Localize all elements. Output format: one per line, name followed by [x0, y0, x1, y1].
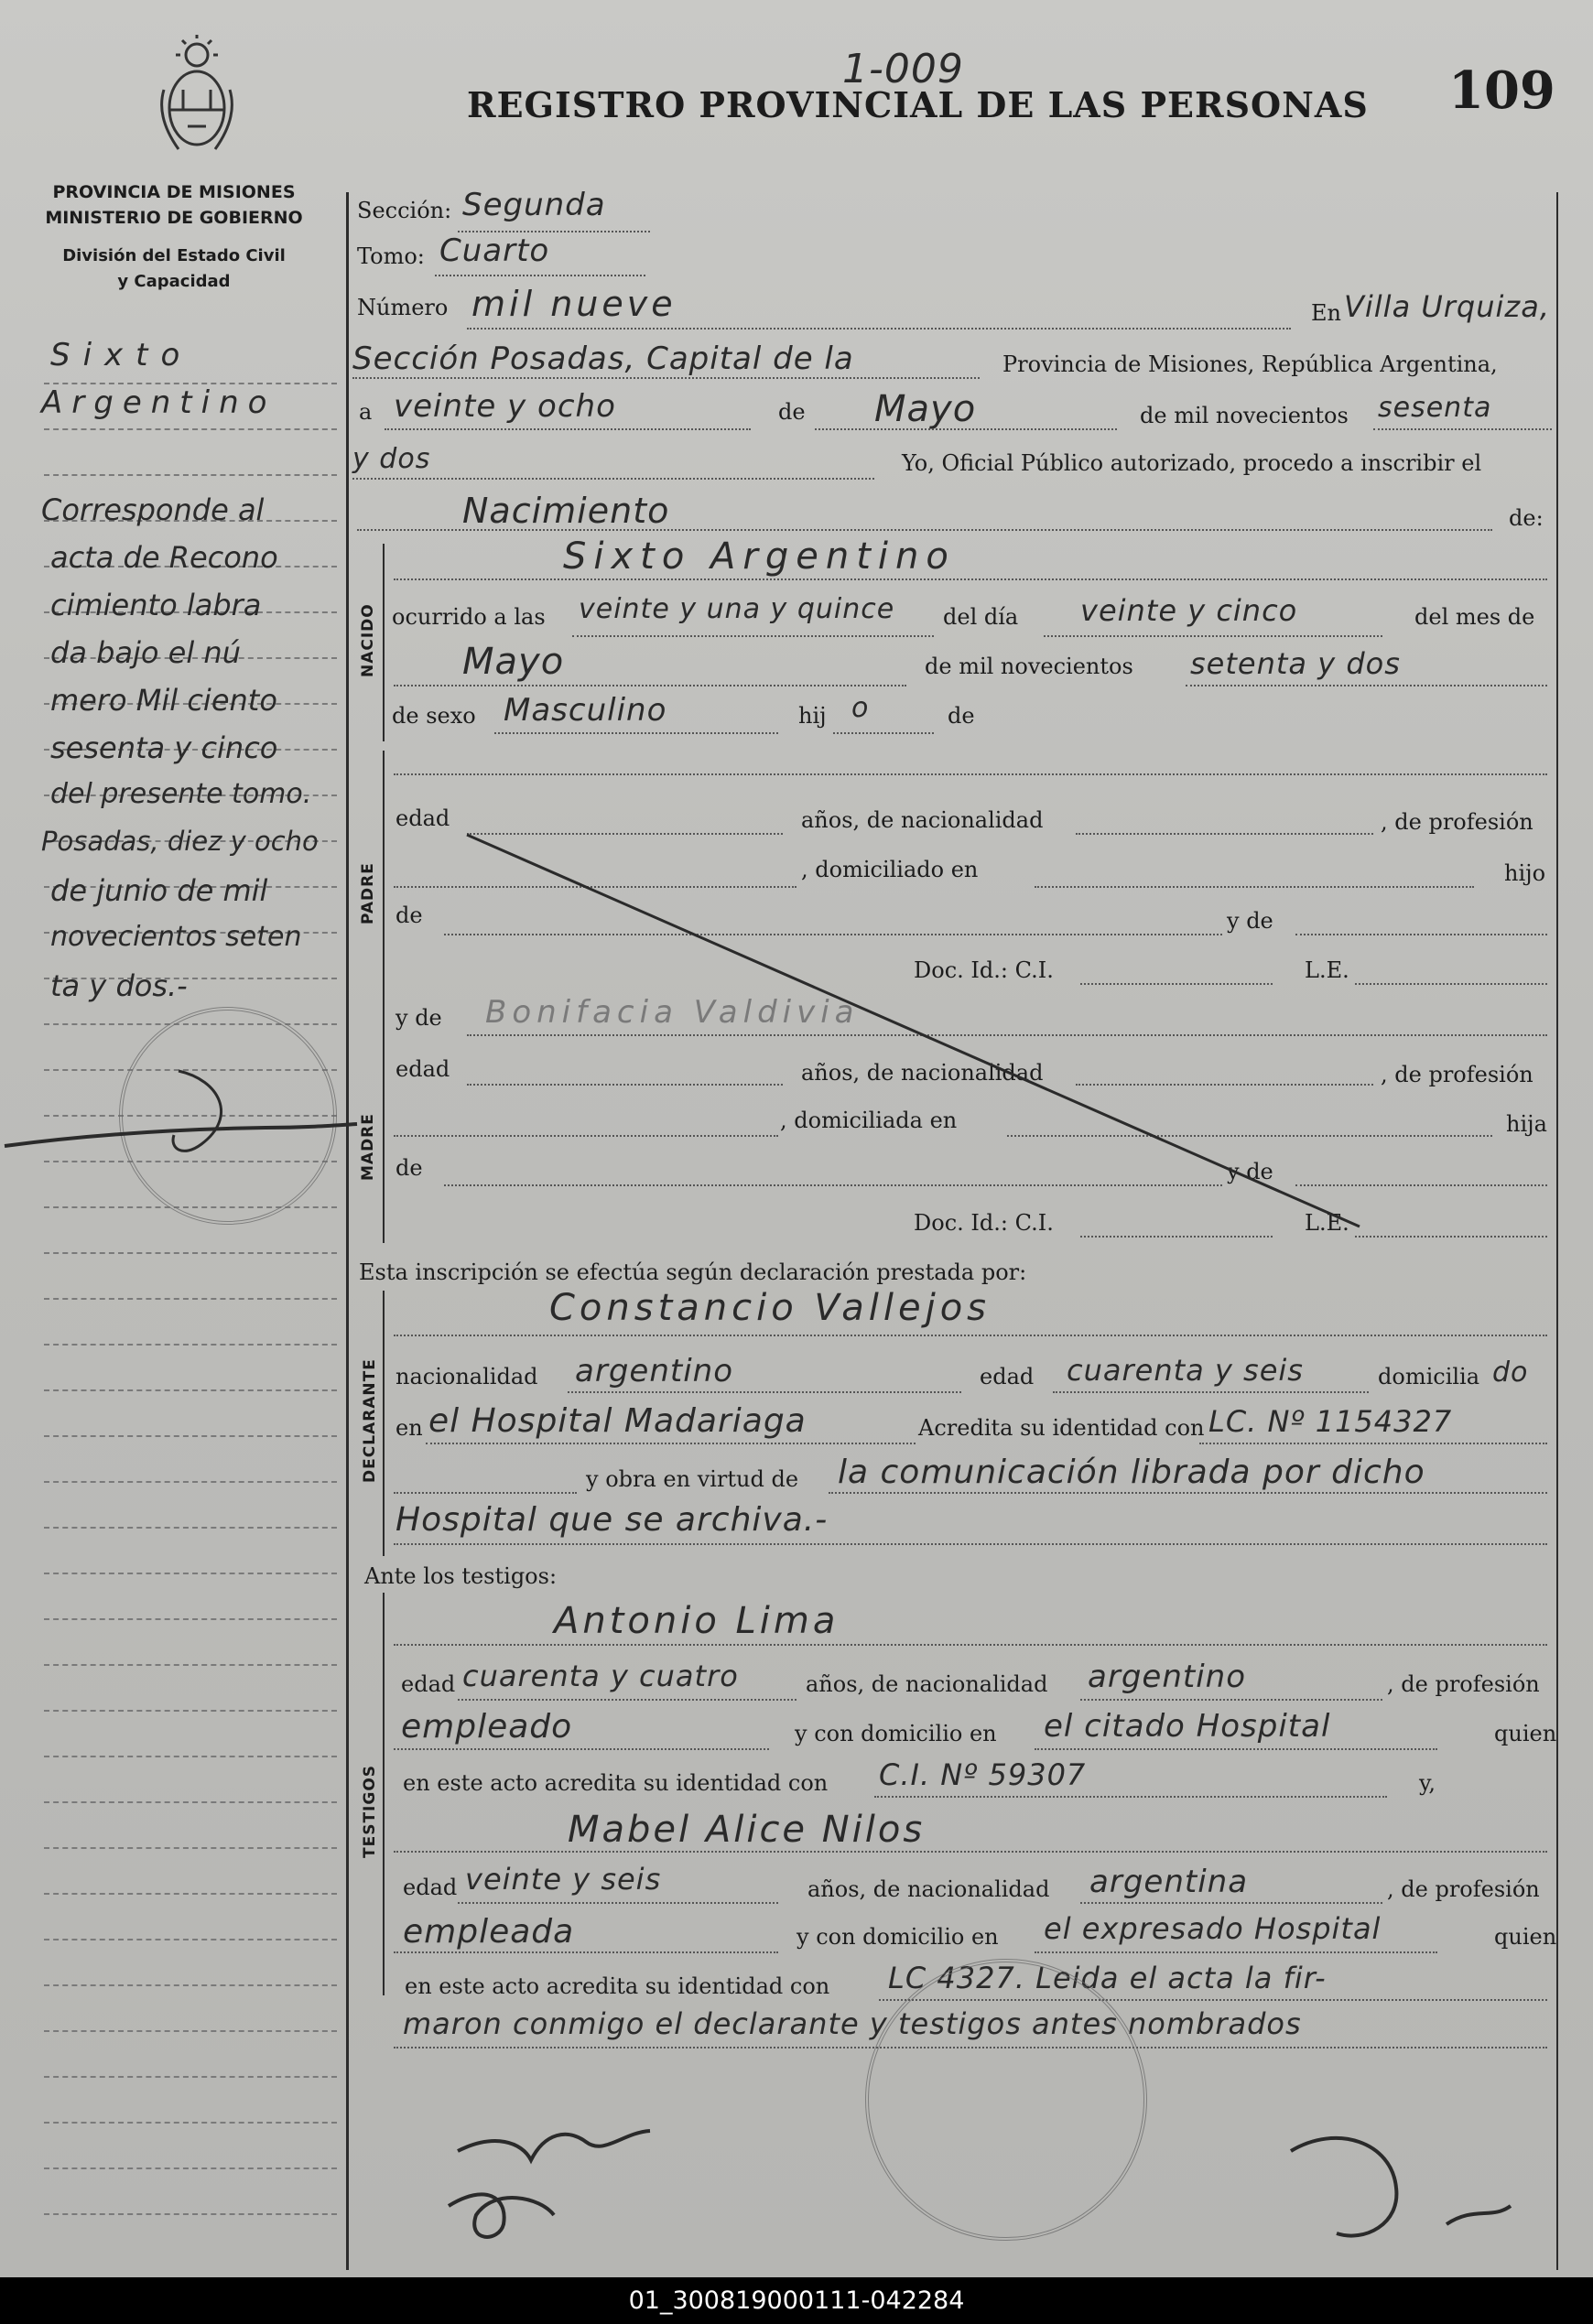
testigo1-y-label: y, [1419, 1770, 1436, 1796]
testigo2-edad-label: edad [403, 1875, 458, 1900]
hij-suffix: o [851, 692, 870, 724]
nacido-mil-label: de mil novecientos [925, 654, 1133, 679]
cierre-texto: maron conmigo el declarante y testigos antes nombrados [403, 2006, 1302, 2041]
padre-profesion-label: , de profesión [1381, 809, 1533, 835]
sexo-label: de sexo [392, 703, 476, 729]
declarante-obra-label: y obra en virtud de [586, 1466, 799, 1492]
acto-value: Nacimiento [462, 491, 670, 531]
division-label: División del Estado Civil [62, 246, 286, 265]
tomo-value: Cuarto [439, 232, 550, 269]
madre-yde-label: y de [396, 1005, 442, 1031]
madre-anios-label: años, de nacionalidad [801, 1060, 1044, 1086]
coat-of-arms-icon [151, 35, 243, 163]
del-mes-label: del mes de [1414, 604, 1535, 630]
margin-scribble-icon [0, 1062, 366, 1172]
declarante-en-label: en [396, 1415, 423, 1441]
declarante-documento: LC. Nº 1154327 [1208, 1404, 1453, 1439]
testigo1-quien-label: quien [1494, 1721, 1557, 1746]
testigo2-nacionalidad: argentina [1089, 1864, 1249, 1900]
testigos-intro: Ante los testigos: [364, 1563, 558, 1589]
padre-le-label: L.E. [1305, 957, 1349, 983]
acta-code: 1-009 [842, 46, 964, 92]
testigo2-anios-label: años, de nacionalidad [807, 1876, 1050, 1902]
declarante-bracket [383, 1291, 385, 1556]
testigo1-anios-label: años, de nacionalidad [806, 1671, 1048, 1697]
division-label-2: y Capacidad [117, 272, 231, 291]
madre-doc-label: Doc. Id.: C.I. [914, 1210, 1054, 1236]
declarante-edad: cuarenta y seis [1067, 1353, 1304, 1388]
padre-tab: PADRE [359, 862, 377, 924]
testigo1-edad-label: edad [401, 1671, 456, 1697]
mil-novecientos-label: de mil novecientos [1140, 403, 1349, 428]
padre-yde-label: y de [1227, 908, 1273, 934]
en-label: En [1311, 300, 1341, 326]
form-right-border [1556, 192, 1558, 2270]
madre-de-label: de [396, 1155, 423, 1181]
a-label: a [359, 399, 373, 425]
declarante-nacionalidad: argentino [575, 1353, 733, 1389]
yo-label: Yo, Oficial Público autorizado, procedo a inscribir el [902, 450, 1482, 476]
de-label: de [778, 399, 806, 425]
cancel-diagonal-line [458, 824, 1373, 1236]
declarante-lugar: el Hospital Madariaga [428, 1402, 807, 1440]
file-identifier: 01_300819000111-042284 [0, 2277, 1593, 2324]
declarante-domicilia-suffix: do [1492, 1357, 1529, 1389]
testigo1-documento: C.I. Nº 59307 [879, 1757, 1087, 1792]
testigo1-domicilio-label: y con domicilio en [795, 1721, 997, 1746]
declarante-obra: la comunicación librada por dicho [838, 1454, 1425, 1491]
signatures-icon [348, 2096, 1538, 2270]
declarante-domicilia-label: domicilia [1378, 1364, 1480, 1389]
declarante-obra-2: Hospital que se archiva.- [396, 1501, 829, 1539]
declarante-tab: DECLARANTE [361, 1358, 379, 1483]
madre-yde2-label: y de [1227, 1159, 1273, 1184]
madre-bracket [383, 998, 385, 1243]
padre-edad-label: edad [396, 805, 450, 831]
padre-bracket [383, 751, 385, 998]
declarante-nombre: Constancio Vallejos [549, 1287, 992, 1329]
page-title: REGISTRO PROVINCIAL DE LAS PERSONAS [467, 84, 1369, 125]
madre-tab: MADRE [359, 1113, 377, 1181]
del-dia-label: del día [943, 604, 1019, 630]
madre-domiciliada-label: , domiciliada en [780, 1108, 958, 1133]
tomo-label: Tomo: [357, 243, 425, 269]
numero-label: Número [357, 295, 449, 320]
testigo1-acredita-label: en este acto acredita su identidad con [403, 1770, 829, 1796]
province-label: PROVINCIA DE MISIONES [52, 182, 296, 202]
ocurrido-label: ocurrido a las [392, 604, 546, 630]
testigo1-profesion: empleado [401, 1708, 573, 1746]
hora-nacimiento: veinte y una y quince [579, 593, 895, 625]
madre-profesion-label: , de profesión [1381, 1062, 1533, 1087]
provincia-label: Provincia de Misiones, República Argentina, [1002, 351, 1498, 377]
testigo1-nombre: Antonio Lima [554, 1600, 840, 1642]
nacido-nombre: Sixto Argentino [563, 535, 956, 578]
madre-le-label: L.E. [1305, 1210, 1349, 1236]
testigo2-documento: LC 4327. Leida el acta la fir- [888, 1961, 1327, 1995]
madre-hija-label: hija [1506, 1111, 1547, 1137]
nacido-de-label: de [948, 703, 975, 729]
anio-nacimiento: setenta y dos [1190, 646, 1401, 681]
dia-inscripcion: veinte y ocho [394, 388, 616, 425]
testigo2-edad: veinte y seis [465, 1862, 662, 1897]
anio-inscripcion-2: y dos [352, 443, 431, 475]
testigo2-domicilio: el expresado Hospital [1044, 1911, 1382, 1946]
seccion-label: Sección: [357, 198, 452, 223]
numero-value: mil nueve [471, 284, 677, 324]
testigo1-profesion-label: , de profesión [1387, 1671, 1540, 1697]
form-left-border [346, 192, 349, 2270]
mes-nacimiento: Mayo [462, 641, 565, 683]
declarante-acredita-label: Acredita su identidad con [918, 1415, 1205, 1441]
padre-de-label: de [396, 903, 423, 928]
seccion-posadas: Sección Posadas, Capital de la [352, 340, 854, 377]
document-page: PROVINCIA DE MISIONES MINISTERIO DE GOBIERNO División del Estado Civil y Capacidad REGISTRO PROVINCIAL DE LAS PERSONAS 1-009 109 Sixto Argentino Corresponde al acta de Recono cimiento labra da bajo el nú mero Mil ciento sesenta y cinco del presente tomo. Posadas, diez y ocho de junio de mil novecientos seten ta y dos.- Sección: Segunda Tomo: Cuarto Número mil nueve En Villa Urquiza, Sección Posadas, Capital de la Provincia de Misiones, República Argentina, a veinte y ocho de Mayo de mil novecientos sesenta y dos Yo, Oficial Público autorizado, procedo a inscribir el Nacimiento de: NACIDO Sixto Argentino ocurrido a las veinte y una y quince del día veinte y cinco del mes de Mayo de mil novecientos setenta y dos de sexo Masculino hij o de PADRE edad años, de nacionalidad , de profesión , domiciliado en hijo de y de Doc. Id.: C.I. L.E. MADRE y de Bonifacia Valdivia edad años, de nacionalidad , de profesión , domiciliada en hija de y de Doc. Id.: C.I. L.E. Esta inscripción se efectúa según declaración prestada por: DECLARANTE Constancio Vallejos nacionalidad argentino edad cuarenta y seis domicilia do en el Hospital Madariaga Acredita su identidad con LC. Nº 1154327 y obra en virtud de la comunicación librada por dicho Hospital que se archiva.- Ante los testigos: TESTIGOS Antonio Lima edad cuarenta y cuatro años, de nacionalidad argentino , de profesión empleado y con domicilio en el citado Hospital quien en este acto acredita su identidad con C.I. Nº 59307 y, Mabel Alice Nilos edad veinte y seis años, de nacionalidad argentina , de profesión empleada y con domicilio en el expresado Hospital quien en este acto acredita su identidad con LC 4327. Leida el acta la fir- maron conmigo el declarante y testigos antes nombrados [0, 0, 1593, 2277]
madre-nombre: Bonifacia Valdivia [485, 994, 860, 1031]
padre-domiciliado-label: , domiciliado en [801, 857, 979, 882]
padre-anios-label: años, de nacionalidad [801, 807, 1044, 833]
testigo2-acredita-label: en este acto acredita su identidad con [405, 1973, 830, 1999]
testigo2-domicilio-label: y con domicilio en [796, 1924, 999, 1950]
testigo2-nombre: Mabel Alice Nilos [568, 1809, 926, 1851]
testigos-tab: TESTIGOS [361, 1764, 379, 1858]
nacido-tab: NACIDO [359, 603, 377, 677]
declarante-nacionalidad-label: nacionalidad [396, 1364, 538, 1389]
testigo2-quien-label: quien [1494, 1924, 1557, 1950]
folio-number: 109 [1448, 60, 1555, 121]
testigo1-nacionalidad: argentino [1088, 1659, 1246, 1695]
padre-hijo-label: hijo [1504, 860, 1546, 886]
seccion-value: Segunda [462, 187, 606, 223]
testigo1-edad: cuarenta y cuatro [462, 1659, 739, 1693]
mes-inscripcion: Mayo [874, 388, 977, 430]
hij-label: hij [798, 703, 827, 729]
testigo1-domicilio: el citado Hospital [1044, 1708, 1331, 1745]
testigos-bracket [383, 1593, 385, 1995]
nacido-bracket [383, 544, 385, 741]
de-colon-label: de: [1509, 505, 1544, 531]
anio-inscripcion-1: sesenta [1378, 392, 1492, 424]
ministry-label: MINISTERIO DE GOBIERNO [45, 208, 303, 228]
dia-nacimiento: veinte y cinco [1080, 593, 1298, 628]
declarante-intro: Esta inscripción se efectúa según declaración prestada por: [359, 1259, 1027, 1285]
declarante-edad-label: edad [980, 1364, 1035, 1389]
testigo2-profesion: empleada [403, 1913, 575, 1951]
en-value: Villa Urquiza, [1344, 289, 1550, 324]
padre-doc-label: Doc. Id.: C.I. [914, 957, 1054, 983]
testigo2-profesion-label: , de profesión [1387, 1876, 1540, 1902]
madre-edad-label: edad [396, 1056, 450, 1082]
sexo-value: Masculino [504, 692, 667, 729]
